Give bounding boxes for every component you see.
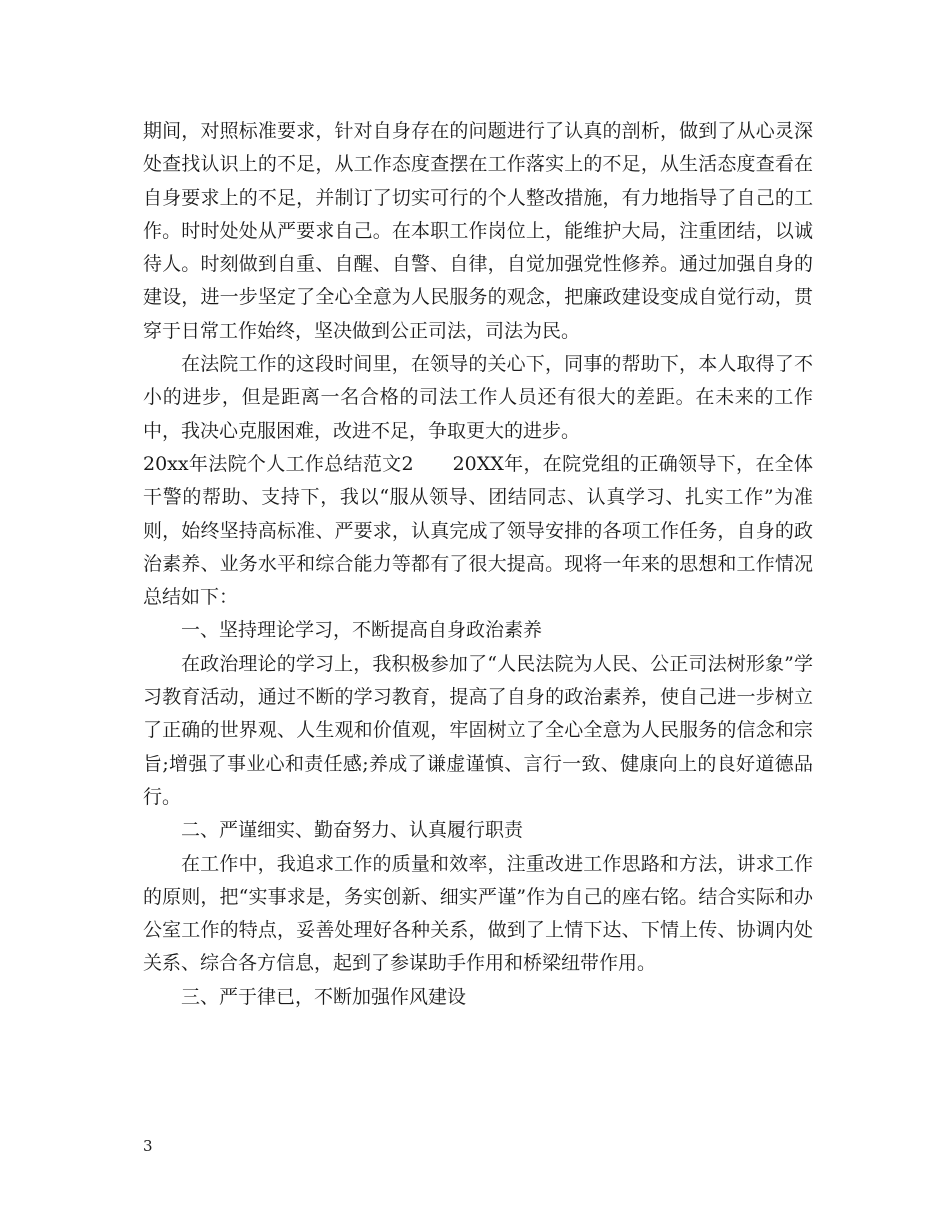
paragraph-summary-intro: 20xx年法院个人工作总结范文2 20XX年，在院党组的正确领导下，在全体干警的帮助、支持下，我以“服从领导、团结同志、认真学习、扎实工作”为准则，始终坚持高标准、严要求，认真完成了领导安排的各项工作任务，自身的政治素养、业务水平和综合能力等都有了很大提高。现将一年来的思想和工作情况总结如下： xyxy=(143,452,813,609)
page-number: 3 xyxy=(143,1137,153,1155)
paragraph-work-duties: 在工作中，我追求工作的质量和效率，注重改进工作思路和方法，讲求工作的原则，把“实事求是，务实创新、细实严谨”作为自己的座右铭。结合实际和办公室工作的特点，妥善处理好各种关系，做到了上情下达、下情上传、协调内处关系、综合各方信息，起到了参谋助手作用和桥梁纽带作用。 xyxy=(143,852,813,975)
paragraph-continuation: 期间，对照标准要求，针对自身存在的问题进行了认真的剖析，做到了从心灵深处查找认识上的不足，从工作态度查摆在工作落实上的不足，从生活态度查看在自身要求上的不足，并制订了切实可行的个人整改措施，有力地指导了自己的工作。时时处处从严要求自己。在本职工作岗位上，能维护大局，注重团结，以诚待人。时刻做到自重、自醒、自警、自律，自觉加强党性修养。通过加强自身的建设，进一步坚定了全心全意为人民服务的观念，把廉政建设变成自觉行动，贯穿于日常工作始终，坚决做到公正司法，司法为民。 xyxy=(143,120,813,342)
section-heading-2: 二、严谨细实、勤奋努力、认真履行职责 xyxy=(181,819,524,842)
section-heading-3: 三、严于律已，不断加强作风建设 xyxy=(181,985,467,1008)
document-body xyxy=(143,115,813,1014)
paragraph-theory-study: 在政治理论的学习上，我积极参加了“人民法院为人民、公正司法树形象”学习教育活动，通过不断的学习教育，提高了自身的政治素养，使自己进一步树立了正确的世界观、人生观和价值观，牢固树立了全心全意为人民服务的信念和宗旨;增强了事业心和责任感;养成了谦虚谨慎、言行一致、健康向上的良好道德品行。 xyxy=(143,652,813,808)
section-heading-1: 一、坚持理论学习，不断提高自身政治素养 xyxy=(181,619,543,642)
paragraph-progress: 在法院工作的这段时间里，在领导的关心下，同事的帮助下，本人取得了不小的进步，但是距离一名合格的司法工作人员还有很大的差距。在未来的工作中，我决心克服困难，改进不足，争取更大的进步。 xyxy=(143,353,813,442)
